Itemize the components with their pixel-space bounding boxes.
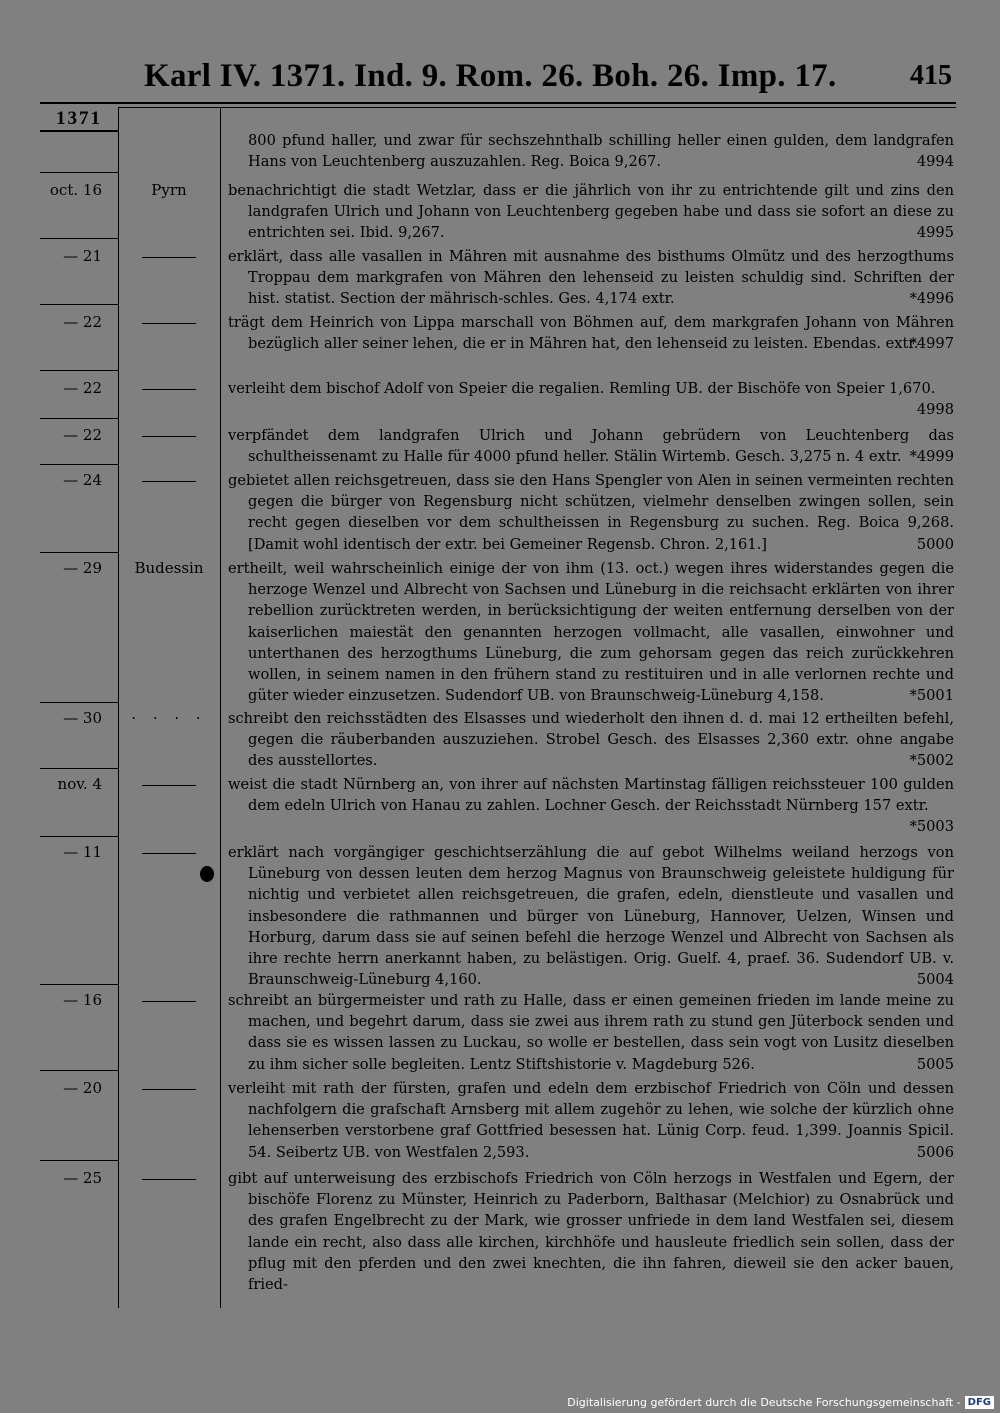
row-separator [40, 702, 118, 703]
column-divider-date [118, 108, 119, 1308]
place-ditto-rule [142, 1179, 196, 1180]
entry-text [228, 558, 954, 706]
place-ditto-rule [142, 436, 196, 437]
entry-number: *4999 [909, 448, 954, 466]
row-separator [40, 768, 118, 769]
ink-blot [200, 866, 214, 882]
place-ditto-rule [142, 853, 196, 854]
row-separator [40, 464, 118, 465]
entry-date: nov. 4 [57, 775, 102, 793]
entry-text [228, 378, 954, 420]
entry-number: 5004 [916, 971, 954, 989]
entry-body: erklärt nach vorgängiger geschichtserzählung die auf gebot Wilhelms weiland herzogs von Lüneburg von dessen leuten dem herzog Magnus von Braunschweig geleistete huldigung für nichtig und verbietet allen reichsgetreuen, die grafen, edeln, dienstleute und vasallen und insbesondere die rathmannen und bürger von Lüneburg, Hannover, Uelzen, Winsen und Horburg, darum dass sie auf seinen befehl die herzoge Wenzel und Albrecht von Sachsen als ihre rechte herrn anerkannt haben, zu belästigen. Orig. Guelf. 4, praef. 36. Sudendorf UB. v. Braunschweig-Lüneburg 4,160. [228, 844, 954, 989]
entry-text [228, 774, 954, 838]
entry-body: erklärt, dass alle vasallen in Mähren mit ausnahme des bisthums Olmütz und des herzogthums Troppau dem markgrafen von Mähren den lehenseid zu leisten schuldig sind. Schriften der hist. statist. Section der mährisch-schles. Ges. 4,174 extr. [228, 248, 954, 308]
entry-body: ertheilt, weil wahrscheinlich einige der von ihm (13. oct.) wegen ihres widerstandes gegen die herzoge Wenzel und Albrecht von Sachsen und Lüneburg in die reichsacht erklärten von ihrer rebellion zurücktreten werden, in berücksichtigung der weiten entfernung derselben von der kaiserlichen maiestät den genannten herzogen vollmacht, alle vasallen, einwohner und unterthanen des herzogthums Lüneburg, die zum gehorsam gegen das reich zurückkehren wollen, in seinem namen in den frühern stand zu restituiren und in alle verlornen rechte und güter wieder einzusetzen. Sudendorf UB. von Braunschweig-Lüneburg 4,158. [228, 560, 954, 705]
entry-date: — 16 [63, 991, 102, 1009]
entry-number: 4995 [916, 224, 954, 242]
place-ditto-rule [142, 481, 196, 482]
row-separator [40, 304, 118, 305]
entry-text [228, 425, 954, 467]
entry-text [228, 1168, 954, 1295]
row-separator [40, 552, 118, 553]
row-separator [40, 1160, 118, 1161]
entry-body: verleiht mit rath der fürsten, grafen und edeln dem erzbischof Friedrich von Cöln und dessen nachfolgern die grafschaft Arnsberg mit allem zugehör zu lehen, wie solche der kürzlich ohne lehenserben verstorbene graf Gottfried besessen hat. Lünig Corp. feud. 1,399. Joannis Spicil. 54. Seibertz UB. von Westfalen 2,593. [228, 1080, 954, 1161]
entry-place: Budessin [134, 559, 204, 577]
place-ditto-rule [142, 785, 196, 786]
entry-number: *5002 [909, 752, 954, 770]
row-separator [40, 984, 118, 985]
place-ditto-rule [142, 389, 196, 390]
page-number: 415 [910, 60, 952, 91]
place-ditto-rule [142, 257, 196, 258]
place-ditto-rule [142, 323, 196, 324]
entry-date: — 25 [63, 1169, 102, 1187]
entry-date: — 22 [63, 313, 102, 331]
row-separator [40, 836, 118, 837]
entry-number: *5003 [909, 818, 954, 836]
place-ditto-rule [142, 1001, 196, 1002]
footer-credit [567, 1396, 994, 1409]
entry-body: gebietet allen reichsgetreuen, dass sie den Hans Spengler von Alen in seinen vermeinten rechten gegen die bürger von Regensburg nicht schützen, vielmehr denselben zwingen sollen, sein recht gegen dieselben vor dem schultheissen in Regensburg zu suchen. Reg. Boica 9,268. [Damit wohl identisch der extr. bei Gemeiner Regensb. Chron. 2,161.] [228, 472, 954, 553]
entry-body: trägt dem Heinrich von Lippa marschall von Böhmen auf, dem markgrafen Johann von Mähren bezüglich aller seiner lehen, die er in Mähren hat, den lehenseid zu leisten. Ebendas. extr. [228, 314, 954, 353]
dfg-logo: DFG [965, 1396, 994, 1409]
entry-number: 5005 [916, 1055, 954, 1073]
header-rule [40, 102, 956, 104]
entry-number: 4998 [916, 401, 954, 419]
entry-date: — 22 [63, 426, 102, 444]
row-separator [40, 418, 118, 419]
entry-number: *4996 [909, 290, 954, 308]
entry-text [228, 246, 954, 310]
entry-number: *4997 [909, 335, 954, 353]
entry-body: weist die stadt Nürnberg an, von ihrer auf nächsten Martinstag fälligen reichssteuer 100 gulden dem edeln Ulrich von Hanau zu zahlen. Lochner Gesch. der Reichsstadt Nürnberg 157 extr. [228, 776, 954, 815]
entry-number: 5000 [916, 535, 954, 553]
row-separator [40, 238, 118, 239]
entry-number: 4994 [916, 153, 954, 171]
entry-date: — 29 [63, 559, 102, 577]
entry-text [228, 180, 954, 244]
year-label: 1371 [40, 108, 118, 132]
header-rule-thin [118, 107, 956, 108]
entry-text [228, 1078, 954, 1163]
column-divider-place [220, 108, 221, 1308]
entry-body: verleiht dem bischof Adolf von Speier die regalien. Remling UB. der Bischöfe von Speier 1,670. [228, 380, 936, 397]
row-separator [40, 172, 118, 173]
entry-date: — 21 [63, 247, 102, 265]
entry-date: oct. 16 [49, 181, 102, 199]
place-ditto-rule [142, 1089, 196, 1090]
entry-body: verpfändet dem landgrafen Ulrich und Johann gebrüdern von Leuchtenberg das schultheissenamt zu Halle für 4000 pfund heller. Stälin Wirtemb. Gesch. 3,275 n. 4 extr. [228, 427, 954, 466]
entry-text [228, 312, 954, 354]
running-title: Karl IV. 1371. Ind. 9. Rom. 26. Boh. 26. Imp. 17. [144, 58, 837, 94]
entry-number: 5006 [916, 1143, 954, 1161]
entry-body: benachrichtigt die stadt Wetzlar, dass er die jährlich von ihr zu entrichtende gilt und zins den landgrafen Ulrich und Johann von Leuchtenberg gegeben habe und dass sie sofort an diese zu entrichten sei. Ibid. 9,267. [228, 182, 954, 242]
entry-place: Pyrn [151, 181, 187, 199]
entry-text [228, 130, 954, 172]
entry-text [228, 470, 954, 555]
entry-text [228, 990, 954, 1075]
page-header [140, 58, 956, 98]
entry-body: gibt auf unterweisung des erzbischofs Friedrich von Cöln herzogs in Westfalen und Egern, der bischöfe Florenz zu Münster, Heinrich zu Paderborn, Balthasar (Melchior) zu Osnabrück und des grafen Engelbrecht zu der Mark, wie grosser unfriede in dem land Westfalen sei, diesem lande ein recht, also dass alle kirchen, kirchhöfe und hausleute friedlich sein sollen, dass der pflug mit den pferden und den zwei knechten, die ihn fahren, dieweil sie den acker bauen, fried- [228, 1170, 954, 1294]
entry-date: — 20 [63, 1079, 102, 1097]
entry-body: schreibt an bürgermeister und rath zu Halle, dass er einen gemeinen frieden im lande meine zu machen, und begehrt darum, dass sie zwei aus ihrem rath zu stund gen Jüterbock senden und dass sie es wissen lassen zu Luckau, so wolle er bestellen, dass sein vogt von Lusitz dieselben zu ihm sicher solle begleiten. Lentz Stiftshistorie v. Magdeburg 526. [228, 992, 954, 1073]
entry-date: — 22 [63, 379, 102, 397]
footer-text: Digitalisierung gefördert durch die Deutsche Forschungsgemeinschaft - [567, 1396, 961, 1409]
entry-place: · · · · [131, 709, 207, 727]
row-separator [40, 370, 118, 371]
entry-text [228, 842, 954, 990]
entry-date: — 11 [63, 843, 102, 861]
entry-number: *5001 [909, 687, 954, 705]
entry-body: 800 pfund haller, und zwar für sechszehnthalb schilling heller einen gulden, dem landgrafen Hans von Leuchtenberg auszuzahlen. Reg. Boica 9,267. [248, 132, 954, 171]
entry-text [228, 708, 954, 772]
entry-date: — 24 [63, 471, 102, 489]
entry-date: — 30 [63, 709, 102, 727]
row-separator [40, 1070, 118, 1071]
entry-body: schreibt den reichsstädten des Elsasses und wiederholt den ihnen d. d. mai 12 ertheilten befehl, gegen die räuberbanden auszuziehen. Strobel Gesch. des Elsasses 2,360 extr. ohne angabe des ausstellortes. [228, 710, 954, 770]
